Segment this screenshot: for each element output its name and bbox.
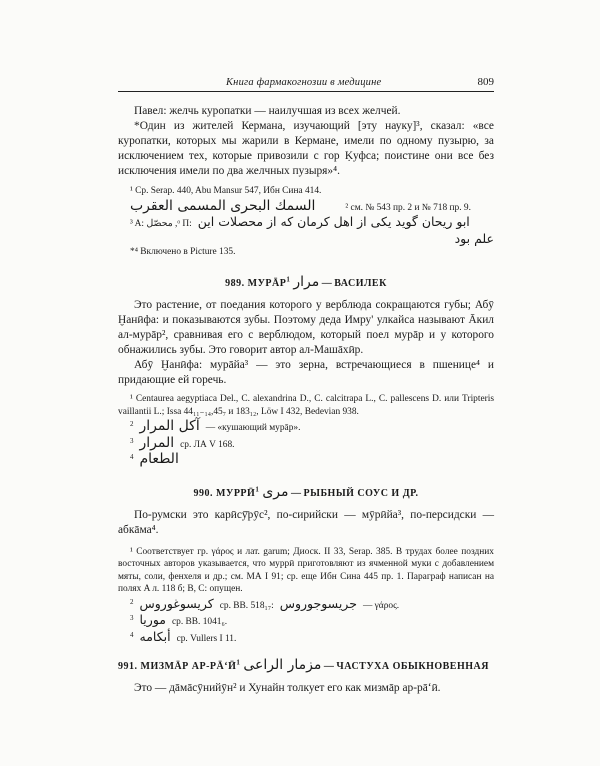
footnote-text: — «кушающий мурāр». xyxy=(205,423,301,433)
entry-heading: 991. МИЗМĀР АР-РĀʻӢ$^1$ مزمار الراعى — ЧАСТУХА ОБЫКНОВЕННАЯ xyxy=(118,657,489,673)
page-header xyxy=(118,76,494,92)
footnote-text: ср. BB. 1041₆. xyxy=(171,617,228,627)
entry-heading: 989. МУРĀР$^1$ مرار — ВАСИЛЕК xyxy=(225,274,387,290)
footnote: ¹ Ср. Serap. 440, Abu Mansur 547, Ибн Сина 414. xyxy=(130,186,322,196)
paragraph: По-румски это карӣсӯ̄рӯс², по-сирийски — мӯрӣйа³, по-персидски — абкāма⁴. xyxy=(118,508,494,536)
paragraph: Это растение, от поедания которого у верблюда сокращаются губы; Абӯ Ḫанӣфа: и показываются зубы. Поэтому деда Имру' улкайса называют Āкил ал-мурāр², сравнивая его с верблюдом, который поел мурāр и у которого обнажились зубы. Это говорит автор ал-Машāхӣр. xyxy=(118,299,494,356)
footnote: $^2$ آكل المرار — «кушающий мурāр». xyxy=(130,418,301,434)
entry-name: МУРРӢ xyxy=(216,487,256,499)
footnote: $^3$ موريا ср. BB. 1041₆. xyxy=(130,612,228,627)
footnote xyxy=(118,214,494,231)
footnote-text: — γάρος. xyxy=(362,600,400,611)
footnote: ¹ Centaurea aegyptiaca Del., C. alexandrina D., C. calcitrapa L., C. pallescens D. или Tripteris vaillantii L.; Issa 44₁₁₋₁₄,45₇ и 183₁₂, Löw I 432, Bedevian 938. xyxy=(118,394,494,417)
arabic-text: موريا xyxy=(139,612,166,627)
footnote-text: ср. Vullers I 11. xyxy=(176,633,237,644)
footnote-text: ³ A: محصّل ,ᵒ П: xyxy=(130,219,192,229)
entry-name: МУРĀР xyxy=(247,278,287,289)
arabic-text: جريسوجوروس xyxy=(279,595,357,611)
arabic-text: الطعام xyxy=(139,451,179,467)
entry-gloss: — РЫБНЫЙ СОУС И ДР. xyxy=(291,487,419,499)
entry-heading: 990. МУРРӢ$^1$ مرى — РЫБНЫЙ СОУС И ДР. xyxy=(193,483,419,500)
footnote: $^2$ كريسوغوروس ср. BB. 518₁₇: جريسوجوروس — γάρος. xyxy=(130,595,400,611)
arabic-text: ابو ريحان گويد يكى از اهل كرمان كه از محصلات اين xyxy=(197,214,470,229)
footnote: *⁴ Включено в Picture 135. xyxy=(130,246,236,257)
arabic-name: مزمار الراعى xyxy=(243,657,322,673)
arabic-text: علم بود xyxy=(454,230,494,246)
footnote-text: ² см. № 543 пр. 2 и № 718 пр. 9. xyxy=(345,202,471,213)
footnote: $^4$ الطعام xyxy=(130,451,179,467)
paragraph: Абӯ Ḫанӣфа: мурāйа³ — это зерна, встречающиеся в пшенице⁴ и придающие ей горечь. xyxy=(118,359,494,386)
running-title: Книга фармакогнозии в медицине xyxy=(226,77,382,88)
arabic-text: السمك البحرى المسمى العقرب xyxy=(130,197,316,214)
footnote: $^4$ أبكامه ср. Vullers I 11. xyxy=(130,628,237,644)
footnote xyxy=(118,198,494,215)
entry-number: 991. xyxy=(118,661,138,672)
arabic-text: كريسوغوروس xyxy=(139,595,214,611)
entry-name: МИЗМĀР АР-РĀʻӢ xyxy=(140,661,237,672)
entry-gloss: — ВАСИЛЕК xyxy=(321,278,387,289)
paragraph: Павел: желчь куропатки — наилучшая из всех желчей. xyxy=(134,105,401,117)
arabic-text: آكل المرار xyxy=(139,418,200,434)
footnote: $^3$ المرار ср. ЛА V 168. xyxy=(130,434,235,451)
arabic-name: مرار xyxy=(293,274,320,290)
arabic-text: المرار xyxy=(139,434,175,451)
footnote-text: ср. ЛА V 168. xyxy=(180,439,235,450)
arabic-name: مرى xyxy=(262,483,289,500)
entry-number: 990. xyxy=(193,487,214,499)
footnote-text: ср. BB. 518₁₇: xyxy=(219,600,274,611)
arabic-text: أبكامه xyxy=(139,628,171,644)
paragraph: Это — дāмāсӯнийӯн² и Хунайн толкует его как мизмāр ар-рāʻӣ. xyxy=(134,682,441,694)
paragraph: *Один из жителей Кермана, изучающий [эту науку]³, сказал: «все куропатки, которых мы жарили в Кермане, имели по одному пузырю, за исключением тех, которые привозили с гор Ḳуфса; поистине они все без исключения имели по два желчных пузыря»⁴. xyxy=(118,120,494,177)
page-number: 809 xyxy=(477,76,494,88)
page-body xyxy=(118,104,494,696)
entry-number: 989. xyxy=(225,278,245,289)
entry-gloss: — ЧАСТУХА ОБЫКНОВЕННАЯ xyxy=(323,661,489,672)
footnote: ¹ Соответствует гр. γάρος и лат. garum; Диоск. II 33, Serap. 385. В трудах более поздних восточных авторов указывается, что муррӣ приготовляют из ячменной муки с добавлением мяты, соли, фенхеля и др.; см. МА I 91; ср. еще Ибн Сина 445 пр. 1. Параграф написан на полях A л. 118 б; B, C: опущен. xyxy=(118,546,494,594)
